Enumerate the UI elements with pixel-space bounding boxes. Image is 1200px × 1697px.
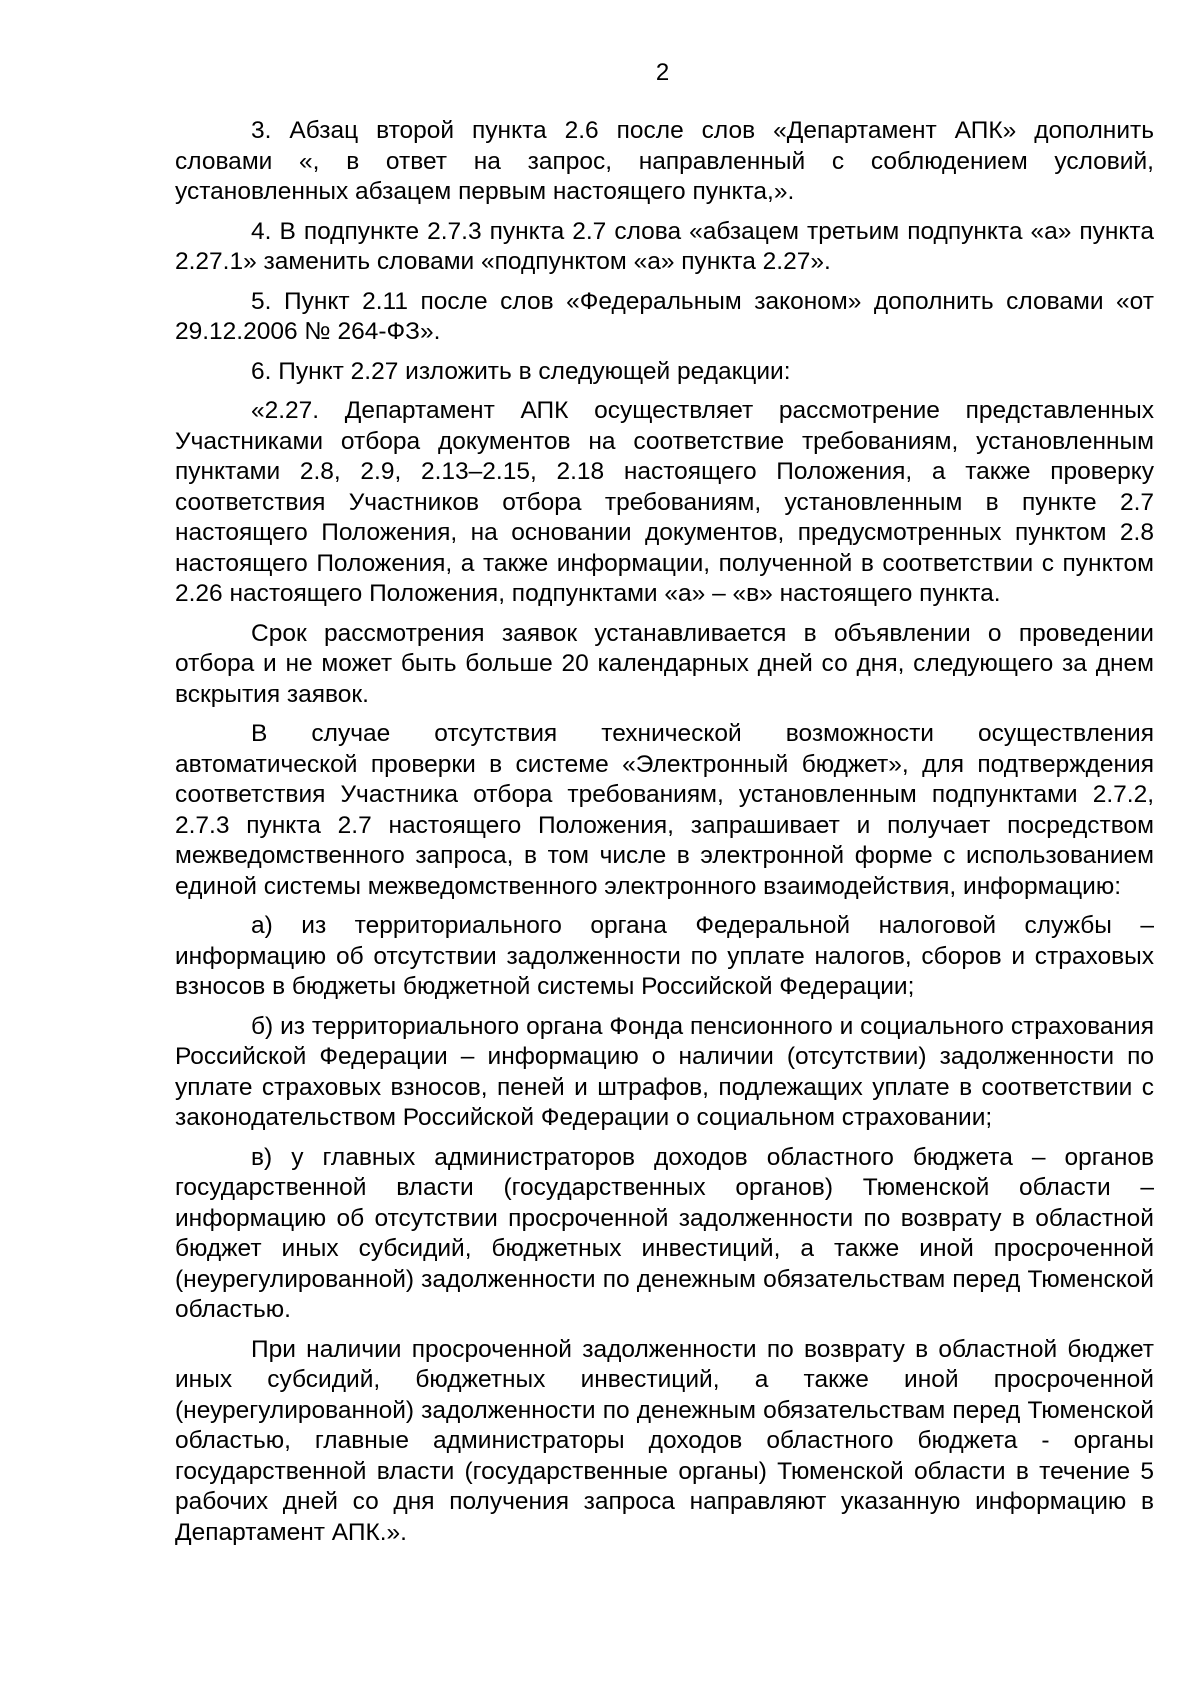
paragraph-subitem-v: в) у главных администраторов доходов областного бюджета – органов государственной власти (государственных органов) Тюменской области – информацию об отсутствии просроченной задолженности по возврату в областной бюджет иных субсидий, бюджетных инвестиций, а также иной просроченной (неурегулированной) задолженности по денежным обязательствам перед Тюменской областью. xyxy=(175,1143,1154,1323)
paragraph-subitem-b: б) из территориального органа Фонда пенсионного и социального страхования Российской Федерации – информацию о наличии (отсутствии) задолженности по уплате страховых взносов, пеней и штрафов, подлежащих уплате в соответствии с законодательством Российской Федерации о социальном страховании; xyxy=(175,1012,1154,1131)
paragraph-item-5: 5. Пункт 2.11 после слов «Федеральным законом» дополнить словами «от 29.12.2006 № 264-ФЗ». xyxy=(175,287,1154,345)
paragraph-item-4: 4. В подпункте 2.7.3 пункта 2.7 слова «абзацем третьим подпункта «а» пункта 2.27.1» заменить словами «подпунктом «а» пункта 2.27». xyxy=(175,217,1154,275)
paragraph-interagency-request: В случае отсутствия технической возможности осуществления автоматической проверки в системе «Электронный бюджет», для подтверждения соответствия Участника отбора требованиям, установленным подпунктами 2.7.2, 2.7.3 пункта 2.7 настоящего Положения, запрашивает и получает посредством межведомственного запроса, в том числе в электронной форме с использованием единой системы межведомственного электронного взаимодействия, информацию: xyxy=(175,720,1154,900)
paragraph-review-period: Срок рассмотрения заявок устанавливается в объявлении о проведении отбора и не может быть больше 20 календарных дней со дня, следующего за днем вскрытия заявок. xyxy=(175,619,1154,708)
paragraph-item-6: 6. Пункт 2.27 изложить в следующей редакции: xyxy=(251,357,791,385)
page-number: 2 xyxy=(655,59,670,86)
paragraph-subitem-a: а) из территориального органа Федеральной налоговой службы – информацию об отсутствии задолженности по уплате налогов, сборов и страховых взносов в бюджеты бюджетной системы Российской Федерации; xyxy=(175,912,1154,1000)
paragraph-item-3: 3. Абзац второй пункта 2.6 после слов «Департамент АПК» дополнить словами «, в ответ на запрос, направленный с соблюдением условий, установленных абзацем первым настоящего пункта,». xyxy=(175,117,1154,205)
paragraph-clause-2-27: «2.27. Департамент АПК осуществляет рассмотрение представленных Участниками отбора документов на соответствие требованиям, установленным пунктами 2.8, 2.9, 2.13–2.15, 2.18 настоящего Положения, а также проверку соответствия Участников отбора требованиям, установленным в пункте 2.7 настоящего Положения, на основании документов, предусмотренных пунктом 2.8 настоящего Положения, а также информации, полученной в соответствии с пунктом 2.26 настоящего Положения, подпунктами «а» – «в» настоящего пункта. xyxy=(175,397,1154,607)
paragraph-overdue-debt: При наличии просроченной задолженности по возврату в областной бюджет иных субсидий, бюджетных инвестиций, а также иной просроченной (неурегулированной) задолженности по денежным обязательствам перед Тюменской областью, главные администраторы доходов областного бюджета - органы государственной власти (государственные органы) Тюменской области в течение 5 рабочих дней со дня получения запроса направляют указанную информацию в Департамент АПК.». xyxy=(175,1335,1154,1546)
